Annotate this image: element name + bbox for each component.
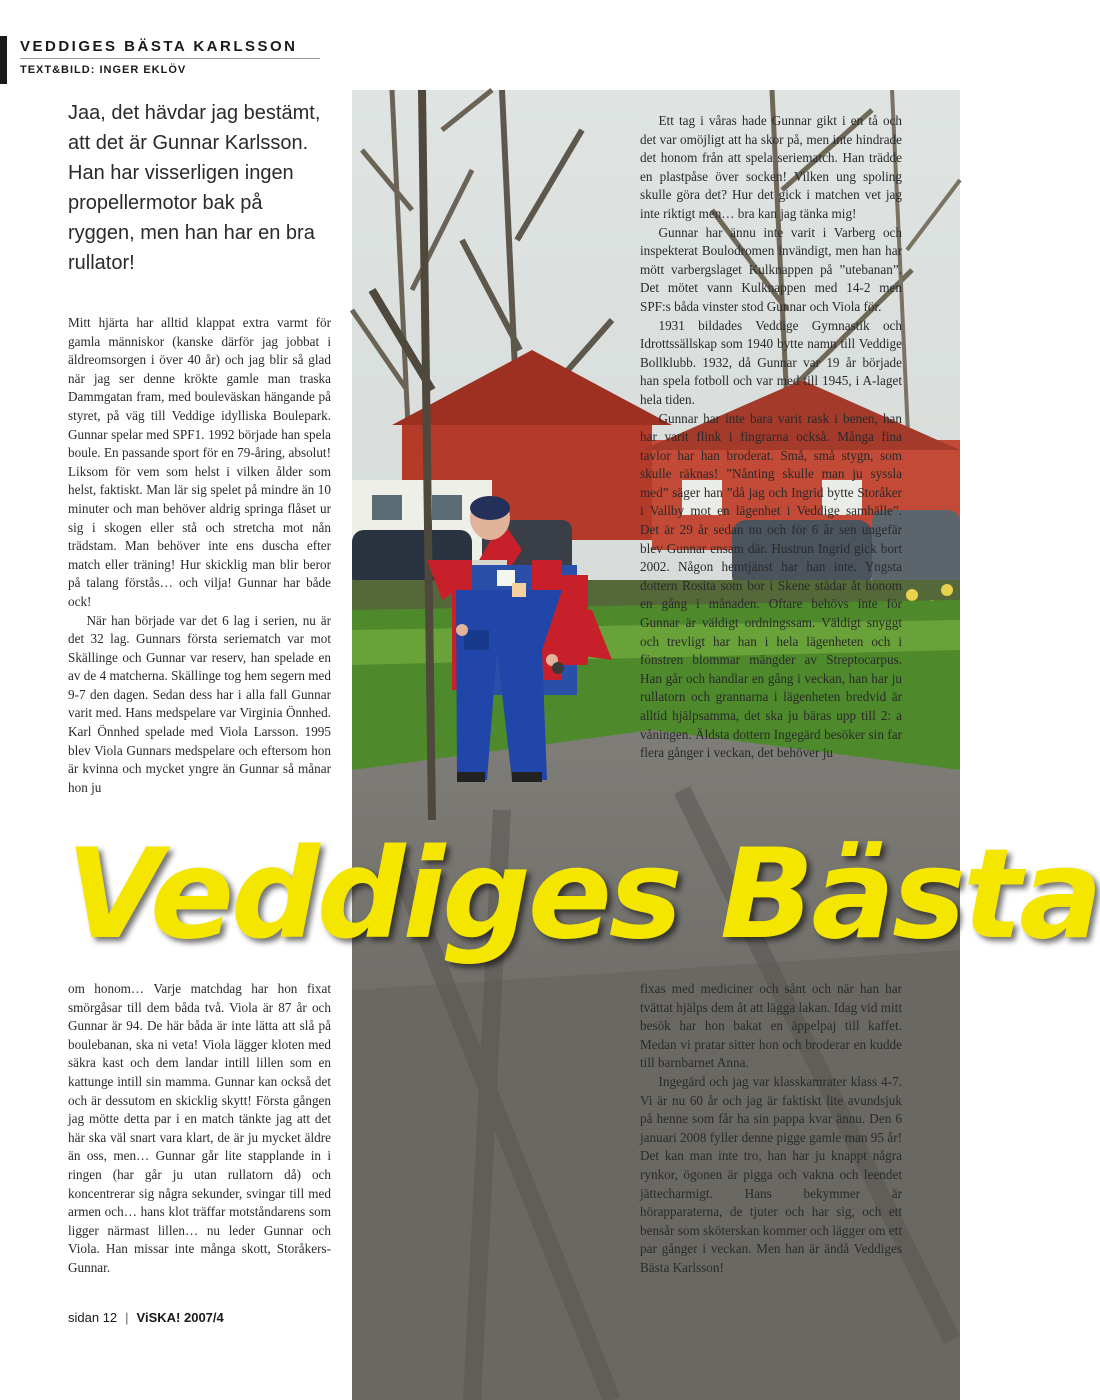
paragraph: om honom… Varje matchdag har hon fixat smörgåsar till dem båda två. Viola är 87 år och Gunnar är 94. De här båda är inte lätta att slå på boulebanan, ska ni veta! Viola lägger kloten med säkra kast och dem landar intill lillen som en kattunge intill sin mamma. Gunnar kan också det och är dessutom en skicklig skytt! Första gången jag mötte detta par i en match tänkte jag att det här ska väl snart vara klart, de är ju mycket äldre än oss, men… Gunnar går lite stapplande in i ringen (har går ju utan rullatorn då) och koncentrerar sig några sekunder, svingar till med armen och… hans klot träffar motståndarens som ligger närmast lillen… nu leder Gunnar och Viola. Han missar inte många skott, Storåkers-Gunnar.: [68, 981, 331, 1275]
ingress-text: Jaa, det hävdar jag bestämt, att det är Gunnar Karlsson. Han har visserligen ingen propellermotor bak på ryggen, men han har en bra rullator!: [68, 102, 321, 274]
body-column-4: [640, 980, 902, 1278]
header-accent-bar: [0, 36, 7, 84]
paragraph: Gunnar har inte bara varit rask i benen, han har varit flink i fingrarna också. Många fina tavlor har han broderat. Små, små stygn, som skulle räknas! ”Nånting skulle man ju syssla med” säger han ”då jag och Ingrid bytte Storåker i Vallby mot en lägenhet i Veddige samhälle”. Det är 29 år sedan nu och för 6 år sen ungefär blev Gunnar ensam där. Hustrun Ingrid gick bort 2002. Någon hemtjänst har han inte. Yngsta dottern Rosita som bor i Skene städar åt honom en gång i månaden. Oftare behövs inte för Gunnar är väldigt ordningssam. Väldigt snyggt och trevligt har han i hela lägenheten och i fönstren blommar mängder av Streptocarpus. Han går och handlar en gång i veckan, han har ju rullatorn och grannarna i lägenheten bredvid är alltid hjälpsamma, det ska ju bäras upp till 2: a våningen. Äldsta dottern Ingegärd besöker sin far flera gånger i veckan, det behöver ju: [640, 410, 902, 761]
page-footer: [68, 1310, 224, 1325]
paragraph: 1931 bildades Veddige Gymnastik och Idrottssällskap som 1940 bytte namn till Veddige Bollklubb. 1932, då Gunnar var 19 år började han spela fotboll och var med till 1945, i A-laget hela tiden.: [640, 317, 902, 407]
footer-separator: |: [125, 1310, 129, 1325]
section-kicker: VEDDIGES BÄSTA KARLSSON: [20, 38, 298, 55]
paragraph: När han började var det 6 lag i serien, nu är det 32 lag. Gunnars första seriematch var mot Skällinge och Gunnar var reserv, han spelade en av de 4 matcherna. Skällinge tog hem segern med 9-7 den dagen. Sedan dess har i alla fall Gunnar varit med. Hans medspelare var Virginia Önnhed. Karl Önnhed spelade med Viola Larsson. 1995 blev Viola Gunnars medspelare och eftersom hon är kvinna och mycket yngre än Gunnar så månar hon ju: [68, 612, 331, 795]
paragraph: Ett tag i våras hade Gunnar gikt i en tå och det var omöjligt att ha skor på, men inte hindrade det honom från att spela seriematch. Han trädde en plastpåse över socken! Vilken ung spoling skulle göra det? Hur det gick i matchen vet jag inte riktigt men… bra kan jag tänka mig!: [640, 113, 902, 221]
paragraph: Ingegärd och jag var klasskamrater klass 4-7. Vi är nu 60 år och jag är faktiskt lite avundsjuk på henne som får ha sin pappa kvar ännu. Den 6 januari 2008 fyller denne pigge gamle man 95 år! Det kan man inte tro, han har ju knappt några rynkor, ögonen är pigga och vakna och leendet jättecharmigt. Hans bekymmer är hörapparaterna, de tjuter och har sig, och ett bensår som sköterskan kommer och lägger om ett par gånger i veckan. Men han är ändå Veddiges Bästa Karlsson!: [640, 1073, 902, 1275]
paragraph: fixas med mediciner och sånt och när han har tvättat hjälps dem åt att lägga lakan. Idag vid mitt besök har hon bakat en äppelpaj till kaffet. Medan vi pratar sitter hon och broderar en kudde till barnbarnet Anna.: [640, 981, 902, 1071]
big-title: Veddiges Bästa: [66, 823, 1100, 967]
magazine-issue: ViSKA! 2007/4: [136, 1310, 224, 1325]
byline: TEXT&BILD: INGER EKLÖV: [20, 64, 187, 76]
paragraph: Gunnar har ännu inte varit i Varberg och inspekterat Boulodromen invändigt, men han har mött varbergslaget Kulknappen på ”utebanan”. Det mötet vann Kulknappen med 14-2 men SPF:s båda vinster stod Gunnar och Viola för.: [640, 224, 902, 314]
paragraph: Mitt hjärta har alltid klappat extra varmt för gamla människor (kanske därför jag jobbat i äldreomsorgen i över 40 år) och jag blir så glad när jag ser denne krökte gamle man traska Dammgatan fram, med bouleväskan hängande på styret, på väg till Veddige idylliska Boulepark. Gunnar spelar med SPF1. 1992 började han spela boule. En passande sport för en 79-åring, absolut! Liksom för vem som helst i vilken ålder som helst, faktiskt. Man lär sig spelet på mindre än 10 minuter och man behöver aldrig springa flåset ur sig i skogen eller stå och stretcha mot nån trädstam. Man behöver inte ens duscha efter match eller träning! Hur skicklig man blir beror på talang förstås… och vilja! Gunnar har både ock!: [68, 315, 331, 609]
header-rule: [20, 58, 320, 59]
body-column-3: [68, 980, 331, 1278]
body-column-2: [640, 112, 902, 763]
body-column-1: [68, 314, 331, 797]
page-number: sidan 12: [68, 1310, 118, 1325]
